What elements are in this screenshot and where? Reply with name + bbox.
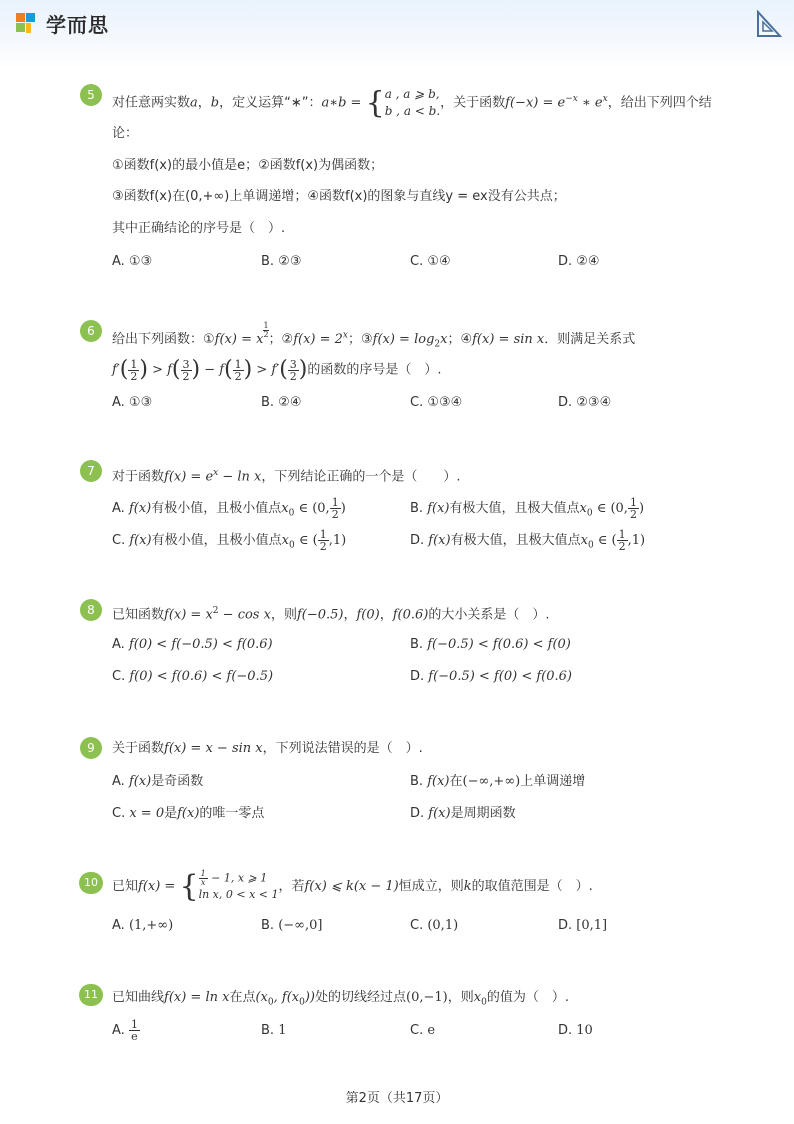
option-c[interactable]: C. ①③④ xyxy=(410,395,463,410)
option-c[interactable]: C. f(0) < f(0.6) < f(−0.5) xyxy=(112,669,274,684)
option-b[interactable]: B. f(x)有极大值，且极大值点$x_0$ ∈ (0, $\frac{1}{2}$ ) xyxy=(410,496,645,521)
question-number-badge: 8 xyxy=(80,599,102,621)
question-7-stem: 对于函数$f(x) = e^x - \ln x$，下列结论正确的一个是（ ）. xyxy=(112,468,461,485)
question-5-prompt: 其中正确结论的序号是（ ）. xyxy=(112,221,286,236)
option-c[interactable]: C. f(x)有极小值，且极小值点$x_0$ ∈ ( $\frac{1}{2}$ ,1) xyxy=(112,528,347,553)
question-8-stem: 已知函数$f(x) = x^2 - \cos x$，则f(−0.5)，f(0)，f(0.6)的大小关系是（ ）. xyxy=(112,606,550,623)
question-5-stem-line1: 对任意两实数a，b，定义运算“∗”：a∗b = { a , a ⩾ b, b , a < b. ，关于函数$f(-x) = e^{-x}$ ∗ $e^x$，给出下列四个结 xyxy=(112,85,712,121)
option-d[interactable]: D. f(x)是周期函数 xyxy=(410,806,516,821)
option-d[interactable]: D. f(x)有极大值，且极大值点$x_0$ ∈ ( $\frac{1}{2}$ ,1) xyxy=(410,528,646,553)
question-6-stem-line1: 给出下列函数：①f(x) = x $^{\frac{1}{2}}$ ；②f(x) = $2^x$；③f(x) = $\log_2x$；④f(x) = sin x．则满足关系式 xyxy=(112,321,636,350)
option-d[interactable]: D. [0,1] xyxy=(558,918,608,933)
option-b[interactable]: B. f(−0.5) < f(0.6) < f(0) xyxy=(410,637,571,652)
option-a[interactable]: A. $\frac{1}{e}$ xyxy=(112,1018,138,1043)
option-c[interactable]: C. e xyxy=(410,1023,436,1038)
question-5-statement-1-2: ①函数f(x)的最小值是e；②函数f(x)为偶函数； xyxy=(112,158,384,173)
option-d[interactable]: D. ②④ xyxy=(558,254,600,269)
question-6-stem-line2: f′( $\frac{1}{2}$ ) > f( $\frac{3}{2}$ ) − f( $\frac{1}{2}$ ) > f′( $\frac{3}{2}$ )的函数的序号是（ ）. xyxy=(112,357,442,383)
option-c[interactable]: C. (0,1) xyxy=(410,918,459,933)
question-number-badge: 11 xyxy=(79,984,103,1006)
xueersi-logo-icon xyxy=(14,10,40,36)
brand-name: 学而思 xyxy=(46,12,109,37)
option-a[interactable]: A. f(x)有极小值，且极小值点$x_0$ ∈ (0, $\frac{1}{2}$ ) xyxy=(112,496,346,521)
option-a[interactable]: A. f(0) < f(−0.5) < f(0.6) xyxy=(112,637,273,652)
question-number-badge: 7 xyxy=(80,460,102,482)
option-d[interactable]: D. f(−0.5) < f(0) < f(0.6) xyxy=(410,669,572,684)
page-header xyxy=(0,0,794,70)
question-5-statement-3-4: ③函数f(x)在(0,+∞)上单调递增；④函数f(x)的图象与直线y = ex没有公共点； xyxy=(112,189,566,204)
brand-logo xyxy=(14,8,109,38)
option-c[interactable]: C. x = 0是f(x)的唯一零点 xyxy=(112,806,265,821)
option-b[interactable]: B. 1 xyxy=(261,1023,287,1038)
question-9-stem: 关于函数f(x) = x − sin x，下列说法错误的是（ ）. xyxy=(112,741,423,756)
question-number-badge: 6 xyxy=(80,320,102,342)
question-5-stem-line2: 论： xyxy=(112,126,139,141)
option-b[interactable]: B. ②④ xyxy=(261,395,302,410)
option-a[interactable]: A. ①③ xyxy=(112,254,153,269)
question-number-badge: 10 xyxy=(79,872,103,894)
page-number: 第2页（共17页） xyxy=(345,1091,449,1106)
question-10-stem: 已知f(x) = { $\frac{1}{x}$ − 1, x ⩾ 1 ln x, 0 < x < 1 ，若f(x) ⩽ k(x − 1)恒成立，则k的取值范围是（ ）. xyxy=(112,869,593,904)
option-c[interactable]: C. ①④ xyxy=(410,254,451,269)
option-a[interactable]: A. f(x)是奇函数 xyxy=(112,774,204,789)
question-11-stem: 已知曲线f(x) = ln x在点($x_0$, $f(x_0)$)处的切线经过点(0,−1)，则$x_0$的值为（ ）. xyxy=(112,990,569,1008)
ruler-triangle-icon xyxy=(756,10,782,38)
option-a[interactable]: A. (1,+∞) xyxy=(112,918,174,933)
option-d[interactable]: D. 10 xyxy=(558,1023,593,1038)
option-a[interactable]: A. ①③ xyxy=(112,395,153,410)
question-number-badge: 9 xyxy=(80,737,102,759)
option-b[interactable]: B. f(x)在(−∞,+∞)上单调递增 xyxy=(410,774,586,789)
question-number-badge: 5 xyxy=(80,84,102,106)
option-d[interactable]: D. ②③④ xyxy=(558,395,612,410)
option-b[interactable]: B. (−∞,0] xyxy=(261,918,323,933)
option-b[interactable]: B. ②③ xyxy=(261,254,302,269)
